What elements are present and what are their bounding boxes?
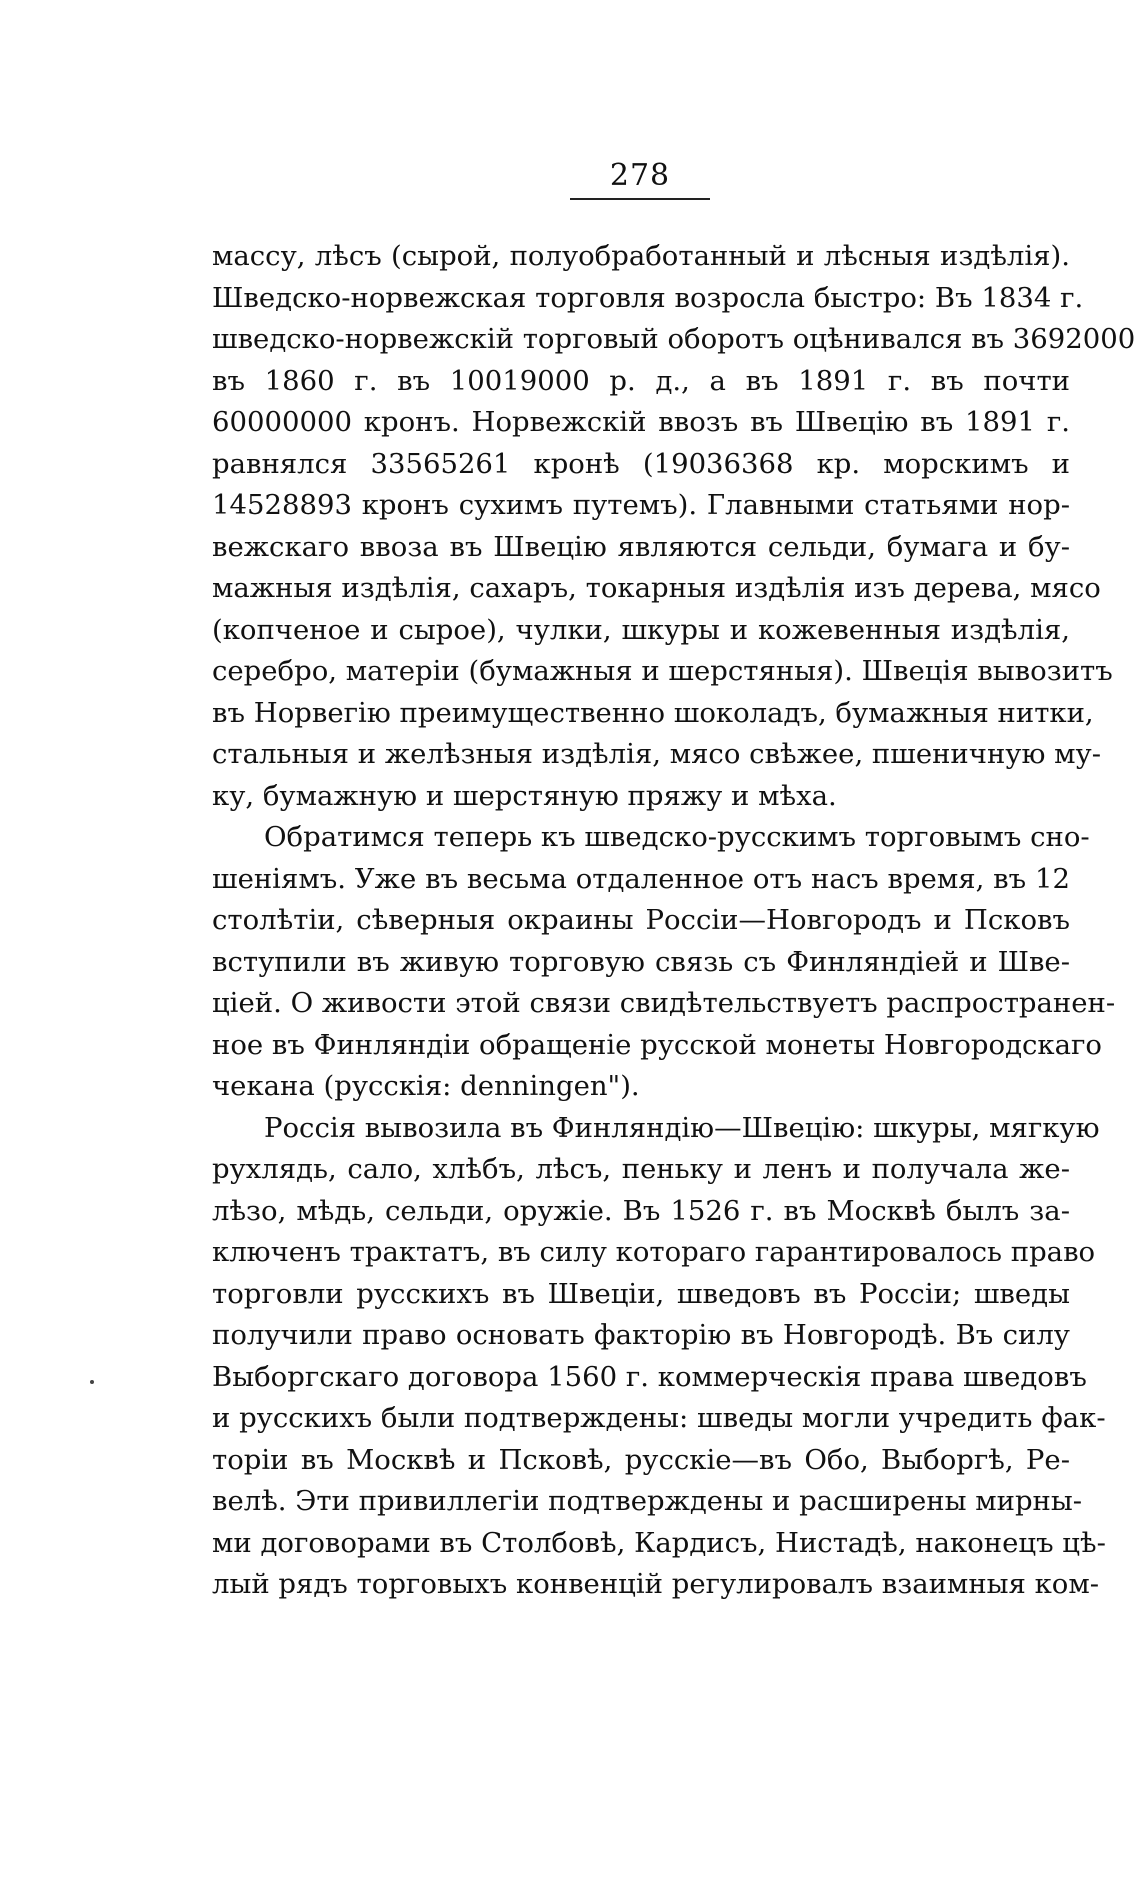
text-line: стальныя и желѣзныя издѣлія, мясо свѣжее, пшеничную му-	[212, 738, 1101, 770]
text-line: массу, лѣсъ (сырой, полуобработанный и лѣсныя издѣлія).	[212, 240, 1070, 272]
paragraph-3	[212, 1108, 1106, 1606]
text-line: ми договорами въ Столбовѣ, Кардисъ, Нистадѣ, наконецъ цѣ-	[212, 1526, 1106, 1559]
main-text-block	[212, 236, 1136, 1606]
text-line: вежскаго ввоза въ Швецію являются сельди, бумага и бу-	[212, 530, 1070, 563]
text-line: мажныя издѣлія, сахаръ, токарныя издѣлія изъ дерева, мясо	[212, 572, 1101, 604]
text-line: (копченое и сырое), чулки, шкуры и кожевенныя издѣлія,	[212, 613, 1070, 646]
text-line: и русскихъ были подтверждены: шведы могли учредить фак-	[212, 1402, 1106, 1434]
text-line: торіи въ Москвѣ и Псковѣ, русскіе—въ Обо, Выборгѣ, Ре-	[212, 1443, 1070, 1476]
text-line: Россія вывозила въ Финляндію—Швецію: шкуры, мягкую	[264, 1111, 1100, 1144]
text-line: 60000000 кронъ. Норвежскій ввозъ въ Швецію въ 1891 г.	[212, 406, 1070, 438]
text-line: шведско-норвежскій торговый оборотъ оцѣнивался въ 3692000	[212, 323, 1136, 355]
text-line: рухлядь, сало, хлѣбъ, лѣсъ, пеньку и ленъ и получала же-	[212, 1153, 1070, 1185]
text-line: лый рядъ торговыхъ конвенцій регулировалъ взаимныя ком-	[212, 1568, 1100, 1600]
paragraph-2	[212, 817, 1116, 1108]
text-line: ное въ Финляндіи обращеніе русской монеты Новгородскаго	[212, 1028, 1102, 1061]
text-line: серебро, матеріи (бумажныя и шерстяныя). Швеція вывозитъ	[212, 655, 1113, 687]
text-line: въ Норвегію преимущественно шоколадъ, бумажныя нитки,	[212, 696, 1094, 729]
text-line: лѣзо, мѣдь, сельди, оружіе. Въ 1526 г. въ Москвѣ былъ за-	[212, 1194, 1070, 1227]
text-line: велѣ. Эти привиллегіи подтверждены и расширены мирны-	[212, 1485, 1083, 1517]
text-line: въ 1860 г. въ 10019000 р. д., а въ 1891 г. въ почти	[212, 364, 1070, 397]
text-line: вступили въ живую торговую связь съ Финляндіей и Шве-	[212, 945, 1070, 978]
text-line: Шведско-норвежская торговля возросла быстро: Въ 1834 г.	[212, 281, 1084, 314]
text-line: ку, бумажную и шерстяную пряжу и мѣха.	[212, 779, 837, 812]
text-line: шеніямъ. Уже въ весьма отдаленное отъ насъ время, въ 12	[212, 862, 1070, 895]
text-line: Обратимся теперь къ шведско-русскимъ торговымъ сно-	[264, 821, 1090, 853]
text-line: Выборгскаго договора 1560 г. коммерческія права шведовъ	[212, 1360, 1087, 1393]
page-number-rule	[570, 198, 710, 200]
paragraph-1	[212, 236, 1136, 817]
text-line: ціей. О живости этой связи свидѣтельствуетъ распространен-	[212, 987, 1116, 1019]
text-line: равнялся 33565261 кронѣ (19036368 кр. морскимъ и	[212, 447, 1070, 480]
text-line: столѣтіи, сѣверныя окраины Россіи—Новгородъ и Псковъ	[212, 904, 1070, 936]
text-line: получили право основать факторію въ Новгородѣ. Въ силу	[212, 1319, 1070, 1351]
page-number: 278	[609, 158, 671, 193]
text-line: чекана (русскія: denningen").	[212, 1070, 640, 1102]
text-line: ключенъ трактатъ, въ силу котораго гарантировалось право	[212, 1236, 1096, 1268]
text-line: торговли русскихъ въ Швеціи, шведовъ въ Россіи; шведы	[212, 1277, 1070, 1310]
text-line: 14528893 кронъ сухимъ путемъ). Главными статьями нор-	[212, 489, 1070, 521]
speck-left-margin	[90, 1380, 94, 1384]
